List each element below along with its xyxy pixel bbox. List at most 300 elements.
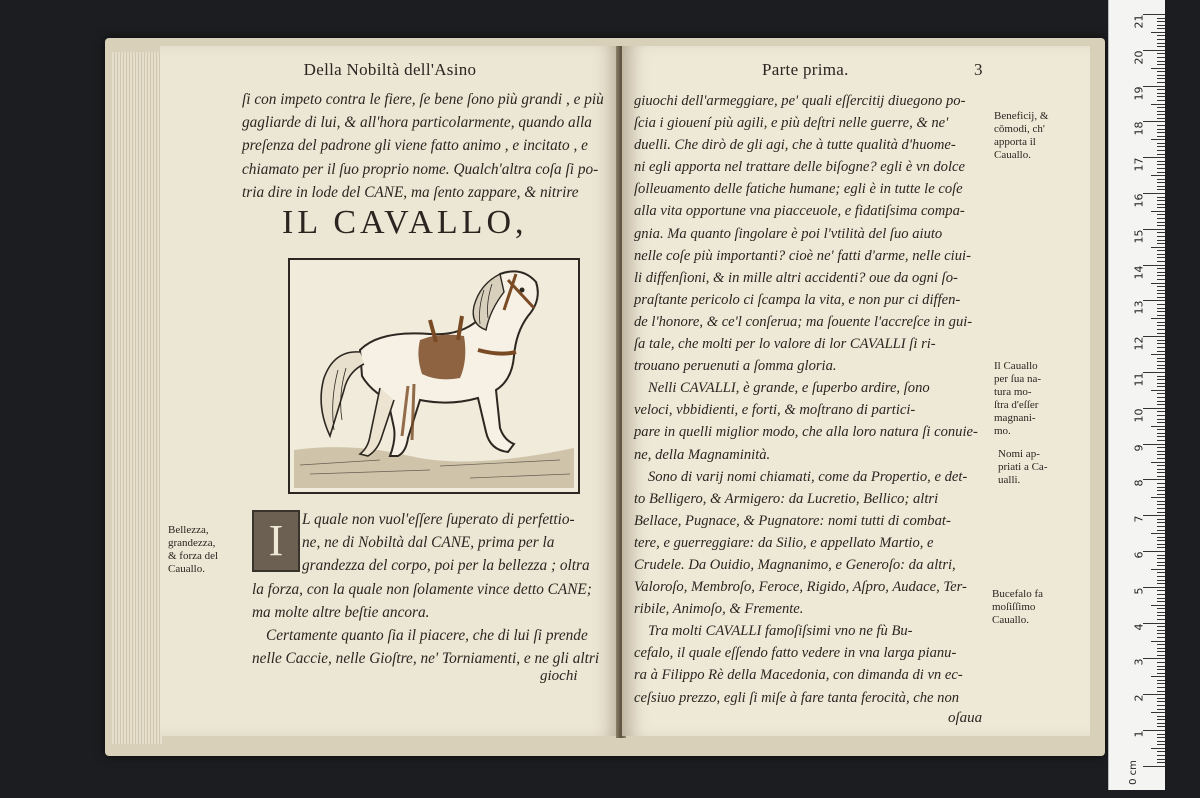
ruler-tick: [1157, 179, 1165, 180]
ruler-tick: [1157, 504, 1165, 505]
ruler-tick: [1157, 261, 1165, 262]
ruler-tick: [1157, 57, 1165, 58]
ruler-tick: [1157, 501, 1165, 502]
ruler-tick: [1143, 408, 1165, 409]
text-line: Valoroſo, Membroſo, Feroce, Rigido, Aſpro, Audace, Ter-: [634, 579, 967, 596]
ruler-label: 7: [1132, 515, 1146, 523]
ruler-label: 20: [1132, 50, 1146, 65]
right-body-text: [634, 90, 978, 709]
ruler-tick: [1157, 71, 1165, 72]
ruler-tick: [1157, 236, 1165, 237]
ruler-tick: [1157, 365, 1165, 366]
ruler-tick: [1157, 719, 1165, 720]
margin-note-line: Beneficij, &: [994, 110, 1049, 122]
ruler-tick: [1157, 100, 1165, 101]
ruler-tick: [1151, 247, 1165, 248]
ruler-tick: [1157, 286, 1165, 287]
ruler-tick: [1157, 530, 1165, 531]
ruler-tick: [1151, 462, 1165, 463]
ruler-tick: [1143, 265, 1165, 266]
ruler-tick: [1157, 189, 1165, 190]
ruler-tick: [1157, 315, 1165, 316]
margin-note-line: priati a Ca-: [998, 461, 1048, 473]
ruler-tick: [1157, 476, 1165, 477]
ruler-tick: [1157, 168, 1165, 169]
ruler-tick: [1157, 580, 1165, 581]
ruler-tick: [1157, 526, 1165, 527]
margin-note-line: & forza del: [168, 550, 219, 562]
ruler-tick: [1157, 164, 1165, 165]
ruler-tick: [1151, 390, 1165, 391]
ruler-tick: [1157, 626, 1165, 627]
right-page: [622, 46, 1090, 736]
ruler-tick: [1143, 336, 1165, 337]
ruler-tick: [1157, 197, 1165, 198]
ruler-tick: [1157, 383, 1165, 384]
ruler-tick: [1157, 411, 1165, 412]
right-margin-note-names: [998, 448, 1047, 487]
text-line: alla vita opportune vna piacceuole, e fidatiſsima compa-: [634, 203, 965, 220]
ruler-tick: [1157, 490, 1165, 491]
ruler-tick: [1157, 107, 1165, 108]
ruler-tick: [1157, 565, 1165, 566]
ruler-tick: [1157, 687, 1165, 688]
text-line: grandezza del corpo, poi per la bellezza ; oltra: [302, 557, 590, 575]
ruler-tick: [1157, 759, 1165, 760]
ruler-tick: [1157, 737, 1165, 738]
text-line: ni egli apporta nel trattare delle biſogne? egli è vn dolce: [634, 159, 965, 176]
ruler-tick: [1157, 436, 1165, 437]
ruler-tick: [1157, 293, 1165, 294]
ruler-tick: [1143, 14, 1165, 15]
ruler-tick: [1143, 372, 1165, 373]
ruler-tick: [1157, 469, 1165, 470]
ruler-label: 18: [1132, 121, 1146, 136]
ruler-tick: [1157, 279, 1165, 280]
ruler-tick: [1157, 598, 1165, 599]
text-line: tere, e guerreggiare: da Silio, e appellato Martio, e: [634, 534, 934, 551]
ruler-tick: [1157, 207, 1165, 208]
ruler-tick: [1157, 78, 1165, 79]
ruler-label: 12: [1132, 336, 1146, 351]
ruler-tick: [1157, 655, 1165, 656]
ruler-tick: [1157, 25, 1165, 26]
text-line: to Belligero, & Armigero: da Lucretio, Bellico; altri: [634, 490, 939, 507]
ruler-label: 19: [1132, 86, 1146, 101]
ruler-tick: [1157, 351, 1165, 352]
ruler-tick: [1157, 401, 1165, 402]
ruler-tick: [1157, 472, 1165, 473]
ruler-tick: [1151, 32, 1165, 33]
ruler-tick: [1157, 576, 1165, 577]
ruler-tick: [1157, 601, 1165, 602]
ruler-tick: [1143, 694, 1165, 695]
ruler-tick: [1157, 608, 1165, 609]
text-line: nelle Caccie, nelle Gioſtre, ne' Torniamenti, e ne gli altri: [252, 650, 600, 668]
ruler-tick: [1143, 444, 1165, 445]
margin-note-line: apporta il: [994, 136, 1036, 148]
ruler-tick: [1157, 726, 1165, 727]
ruler-tick: [1151, 68, 1165, 69]
ruler-tick: [1157, 644, 1165, 645]
ruler-tick: [1157, 96, 1165, 97]
ruler-tick: [1157, 454, 1165, 455]
ruler-tick: [1157, 150, 1165, 151]
ruler-tick: [1143, 193, 1165, 194]
margin-note-line: per ſua na-: [994, 373, 1042, 385]
ruler-tick: [1157, 132, 1165, 133]
ruler-tick: [1143, 658, 1165, 659]
ruler-tick: [1157, 28, 1165, 29]
ruler-tick: [1157, 136, 1165, 137]
ruler-tick: [1157, 397, 1165, 398]
ruler-tick: [1151, 533, 1165, 534]
margin-note-line: grandezza,: [168, 537, 216, 549]
ruler-tick: [1157, 447, 1165, 448]
ruler-tick: [1157, 487, 1165, 488]
ruler-tick: [1157, 43, 1165, 44]
ruler-tick: [1151, 748, 1165, 749]
text-line: ma molte altre beſtie ancora.: [252, 603, 430, 621]
text-line: de l'honore, & ce'l conſerua; ma ſouente l'accreſce in gui-: [634, 313, 973, 330]
ruler-tick: [1157, 329, 1165, 330]
text-line: tria dire in lode del CANE, ma ſento zappare, & nitrire: [242, 183, 579, 201]
ruler-tick: [1157, 465, 1165, 466]
ruler-tick: [1151, 139, 1165, 140]
ruler-tick: [1157, 762, 1165, 763]
left-catchword: giochi: [540, 668, 578, 684]
ruler-tick: [1151, 104, 1165, 105]
left-margin-note: [168, 524, 218, 576]
ruler-tick: [1157, 225, 1165, 226]
ruler-tick: [1157, 422, 1165, 423]
ruler-tick: [1157, 755, 1165, 756]
ruler-tick: [1143, 229, 1165, 230]
ruler-label: 21: [1132, 14, 1146, 29]
ruler-tick: [1157, 483, 1165, 484]
margin-note-line: Bucefalo fa: [992, 588, 1043, 600]
ruler-tick: [1157, 379, 1165, 380]
ruler-tick: [1157, 118, 1165, 119]
ruler-tick: [1157, 232, 1165, 233]
ruler-tick: [1151, 641, 1165, 642]
margin-note-line: cōmodi, ch': [994, 123, 1045, 135]
ruler-tick: [1143, 515, 1165, 516]
left-running-head: Della Nobiltà dell'Asino: [303, 60, 477, 79]
text-line: ceſsiuo prezzo, egli ſi miſe à fare tanta ferocità, che non: [634, 689, 960, 706]
ruler-tick: [1157, 297, 1165, 298]
margin-note-line: Bellezza,: [168, 524, 209, 536]
ruler-label: 2: [1132, 694, 1146, 702]
text-line: L quale non vuol'eſſere ſuperato di perfettio-: [302, 511, 575, 528]
text-line: Sono di varij nomi chiamati, come da Propertio, e det-: [648, 468, 968, 485]
ruler-label: 9: [1132, 444, 1146, 452]
ruler-tick: [1157, 705, 1165, 706]
ruler-tick: [1157, 651, 1165, 652]
text-line: duelli. Che dirò de gli agi, che à tutte qualità d'huome-: [634, 137, 956, 154]
ruler-tick: [1143, 157, 1165, 158]
ruler-tick: [1157, 322, 1165, 323]
ruler-tick: [1157, 182, 1165, 183]
ruler-label: 13: [1132, 300, 1146, 315]
ruler-tick: [1157, 161, 1165, 162]
ruler-tick: [1157, 540, 1165, 541]
ruler-tick: [1157, 633, 1165, 634]
ruler-tick: [1157, 204, 1165, 205]
margin-note-line: Cauallo.: [992, 614, 1029, 626]
text-line: Tra molti CAVALLI famoſiſsimi vno ne fù Bu-: [648, 623, 913, 640]
ruler-tick: [1157, 429, 1165, 430]
horse-woodcut-svg: [290, 260, 578, 492]
ruler-tick: [1151, 283, 1165, 284]
ruler-tick: [1143, 86, 1165, 87]
ruler-tick: [1157, 744, 1165, 745]
ruler-tick: [1157, 143, 1165, 144]
ruler-tick: [1157, 716, 1165, 717]
ruler-tick: [1157, 275, 1165, 276]
ruler-tick: [1151, 354, 1165, 355]
ruler-label: 6: [1132, 551, 1146, 559]
margin-note-line: Nomi ap-: [998, 448, 1040, 460]
margin-note-line: ualli.: [998, 474, 1021, 486]
left-body-text-rest: [252, 578, 599, 671]
ruler-tick: [1157, 257, 1165, 258]
ruler-tick: [1157, 340, 1165, 341]
ruler-tick: [1157, 751, 1165, 752]
ruler-tick: [1157, 268, 1165, 269]
ruler-tick: [1157, 683, 1165, 684]
text-line: Certamente quanto ſia il piacere, che di lui ſi prende: [266, 626, 588, 644]
ruler-tick: [1157, 272, 1165, 273]
text-line: gnia. Ma quanto ſingolare è poi l'vtilità del ſuo aiuto: [634, 225, 943, 242]
ruler-tick: [1157, 537, 1165, 538]
ruler-tick: [1157, 419, 1165, 420]
ruler-label: 14: [1132, 265, 1146, 280]
page-number: 3: [974, 60, 983, 79]
ruler-tick: [1157, 243, 1165, 244]
text-line: ſi con impeto contra le fiere, ſe bene ſono più grandi , e più: [242, 91, 604, 108]
ruler-tick: [1157, 630, 1165, 631]
ruler-label: 16: [1132, 193, 1146, 208]
text-line: Bellace, Pugnace, & Pugnatore: nomi tutti di combat-: [634, 512, 951, 529]
ruler-tick: [1157, 111, 1165, 112]
text-line: ſolleuamento delle fatiche humane; egli è in tutte le coſe: [634, 181, 963, 198]
ruler-tick: [1157, 440, 1165, 441]
ruler-tick: [1157, 562, 1165, 563]
ruler-tick: [1157, 290, 1165, 291]
ruler-tick: [1157, 53, 1165, 54]
ruler-tick: [1157, 512, 1165, 513]
ruler-tick: [1157, 522, 1165, 523]
ruler-tick: [1157, 691, 1165, 692]
ruler-tick: [1157, 240, 1165, 241]
right-margin-note-magnanimous: [994, 360, 1041, 438]
ruler-tick: [1157, 93, 1165, 94]
ruler-tick: [1143, 766, 1165, 767]
ruler-tick: [1157, 519, 1165, 520]
ruler-tick: [1157, 648, 1165, 649]
ruler-tick: [1157, 590, 1165, 591]
ruler-label: 5: [1132, 587, 1146, 595]
ruler-tick: [1151, 712, 1165, 713]
ruler-tick: [1157, 218, 1165, 219]
ruler-label: 8: [1132, 479, 1146, 487]
text-line: pare in quelli miglior modo, che alla loro natura ſi conuie-: [634, 424, 978, 441]
ruler-tick: [1151, 426, 1165, 427]
ruler-tick: [1157, 214, 1165, 215]
ruler-tick: [1157, 146, 1165, 147]
ruler-tick: [1143, 121, 1165, 122]
text-line: chiamato per il ſuo proprio nome. Qualch'altra coſa ſi po-: [242, 160, 599, 178]
ruler-tick: [1157, 404, 1165, 405]
ruler-tick: [1157, 125, 1165, 126]
ruler-label: 17: [1132, 157, 1146, 172]
ruler-unit: 0 cm: [1127, 760, 1139, 785]
ruler-tick: [1157, 494, 1165, 495]
ruler-tick: [1157, 558, 1165, 559]
margin-note-line: Cauallo.: [168, 563, 205, 575]
text-line: Nelli CAVALLI, è grande, e ſuperbo ardire, ſono: [648, 380, 930, 397]
ruler-tick: [1157, 154, 1165, 155]
ruler-tick: [1157, 451, 1165, 452]
ruler-tick: [1157, 35, 1165, 36]
margin-note-line: moſiſſimo: [992, 601, 1036, 613]
ruler-tick: [1157, 254, 1165, 255]
text-line: ne, della Magnaminità.: [634, 446, 771, 463]
ruler-tick: [1143, 623, 1165, 624]
ruler-tick: [1157, 393, 1165, 394]
ruler-tick: [1151, 318, 1165, 319]
ruler-tick: [1157, 361, 1165, 362]
ruler-tick: [1157, 75, 1165, 76]
text-line: praſtante pericolo ci ſcampa la vita, e non pur ci diffen-: [634, 291, 961, 308]
right-running-head: Parte prima.: [762, 60, 849, 79]
margin-note-line: mo.: [994, 425, 1011, 437]
ruler-tick: [1157, 709, 1165, 710]
decorated-initial: I: [252, 510, 300, 572]
left-page: [160, 46, 620, 736]
ruler-tick: [1157, 333, 1165, 334]
right-catchword: oſaua: [948, 710, 983, 726]
ruler-tick: [1157, 82, 1165, 83]
ruler-tick: [1157, 222, 1165, 223]
ruler-tick: [1157, 612, 1165, 613]
text-line: gagliarde di lui, & all'hora particolarmente, quando alla: [242, 114, 592, 132]
ruler-tick: [1157, 555, 1165, 556]
text-line: preſenza del padrone gli viene fatto animo , e incitato , e: [242, 137, 588, 155]
ruler-label: 1: [1132, 730, 1146, 738]
ruler-tick: [1157, 172, 1165, 173]
ruler-tick: [1157, 325, 1165, 326]
ruler-tick: [1157, 662, 1165, 663]
text-line: cefalo, il quale eſſendo fatto vedere in vna larga pianu-: [634, 645, 957, 662]
ruler-tick: [1157, 46, 1165, 47]
margin-note-line: magnani-: [994, 412, 1036, 424]
ruler-tick: [1157, 680, 1165, 681]
ruler-tick: [1143, 730, 1165, 731]
ruler-tick: [1157, 186, 1165, 187]
ruler-label: 15: [1132, 229, 1146, 244]
text-line: giuochi dell'armeggiare, pe' quali eſſercitij diuegono po-: [634, 93, 966, 109]
ruler-tick: [1157, 544, 1165, 545]
ruler-tick: [1157, 308, 1165, 309]
ruler-tick: [1157, 673, 1165, 674]
ruler-tick: [1157, 18, 1165, 19]
margin-note-line: Il Cauallo: [994, 360, 1038, 372]
ruler-label: 10: [1132, 408, 1146, 423]
ruler-tick: [1157, 129, 1165, 130]
right-margin-note-benefits: [994, 110, 1048, 162]
ruler-tick: [1157, 723, 1165, 724]
text-line: trouano peruenuti a ſomma gloria.: [634, 358, 837, 375]
ruler-label: 11: [1132, 372, 1146, 387]
margin-note-line: Cauallo.: [994, 149, 1031, 161]
text-line: ſa tale, che molti per lo valore di lor CAVALLI ſi ri-: [634, 336, 936, 353]
measuring-ruler: [1108, 0, 1165, 790]
ruler-tick: [1151, 676, 1165, 677]
page-edges: [112, 52, 162, 744]
ruler-label: 4: [1132, 623, 1146, 631]
ruler-tick: [1157, 358, 1165, 359]
ruler-tick: [1157, 547, 1165, 548]
ruler-tick: [1157, 458, 1165, 459]
margin-note-line: tura mo-: [994, 386, 1032, 398]
ruler-tick: [1151, 497, 1165, 498]
text-line: ne, ne di Nobiltà dal CANE, prima per la: [302, 534, 555, 552]
ruler-tick: [1157, 250, 1165, 251]
ruler-tick: [1157, 39, 1165, 40]
ruler-tick: [1157, 64, 1165, 65]
ruler-tick: [1157, 61, 1165, 62]
ruler-tick: [1157, 637, 1165, 638]
text-line: ribile, Animoſo, & Fremente.: [634, 601, 804, 618]
ruler-tick: [1143, 551, 1165, 552]
ruler-tick: [1157, 666, 1165, 667]
right-margin-note-bucephalus: [992, 588, 1043, 627]
ruler-tick: [1151, 175, 1165, 176]
ruler-tick: [1157, 368, 1165, 369]
horse-woodcut-illustration: [288, 258, 580, 494]
ruler-tick: [1143, 300, 1165, 301]
text-line: nelle coſe più importanti? cioè ne' fatti d'arme, nelle ciui-: [634, 247, 971, 264]
ruler-tick: [1157, 304, 1165, 305]
ruler-label: 3: [1132, 658, 1146, 666]
ruler-tick: [1157, 701, 1165, 702]
ruler-tick: [1157, 21, 1165, 22]
ruler-tick: [1157, 615, 1165, 616]
ruler-tick: [1157, 572, 1165, 573]
ruler-tick: [1157, 734, 1165, 735]
ruler-tick: [1143, 587, 1165, 588]
ruler-tick: [1157, 343, 1165, 344]
ruler-tick: [1157, 89, 1165, 90]
ruler-tick: [1157, 619, 1165, 620]
ruler-tick: [1157, 386, 1165, 387]
ruler-tick: [1157, 669, 1165, 670]
text-line: ra à Filippo Rè della Macedonia, con dimanda di vn ec-: [634, 667, 963, 684]
margin-note-line: ſtra d'eſſer: [994, 399, 1039, 411]
ruler-tick: [1157, 114, 1165, 115]
left-top-text: [242, 88, 604, 204]
text-line: ſcia i giouení più agili, e più deſtri nelle guerre, & ne': [634, 115, 949, 132]
ruler-tick: [1157, 415, 1165, 416]
ruler-tick: [1157, 200, 1165, 201]
chapter-heading: IL CAVALLO,: [282, 204, 528, 241]
ruler-tick: [1143, 50, 1165, 51]
ruler-tick: [1157, 594, 1165, 595]
ruler-tick: [1157, 508, 1165, 509]
ruler-tick: [1151, 605, 1165, 606]
